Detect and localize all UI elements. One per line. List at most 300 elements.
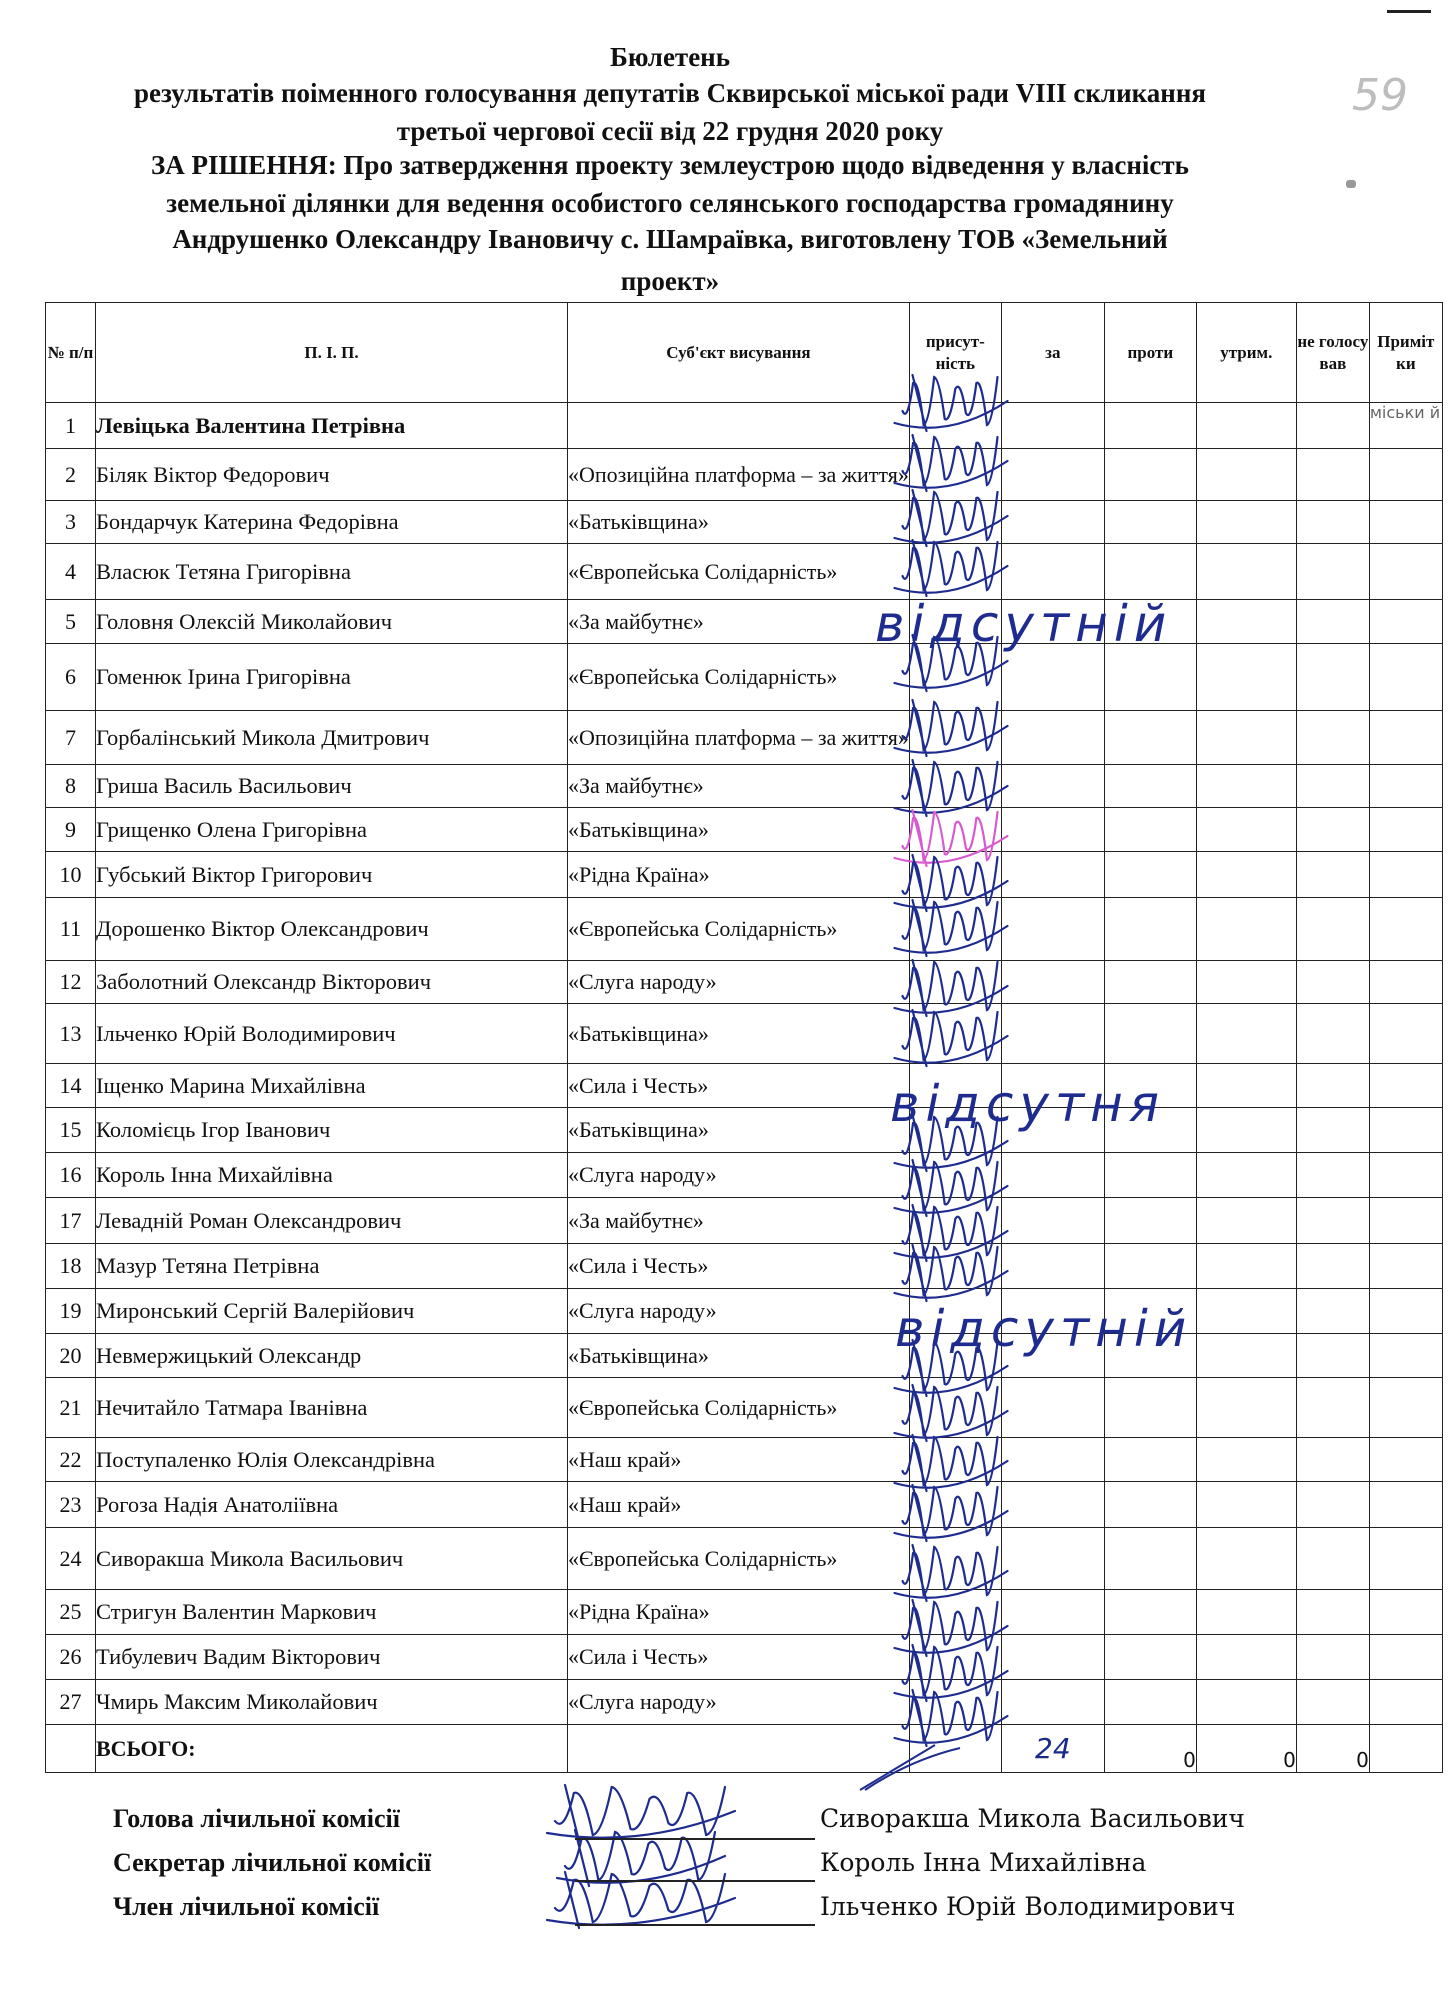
not-voted-cell xyxy=(1296,1198,1369,1244)
nominating-party: «Сила і Честь» xyxy=(568,1244,910,1289)
table-row xyxy=(46,1004,1443,1064)
deputy-name: Іщенко Марина Михайлівна xyxy=(96,1064,568,1108)
totals-not-voted: 0 xyxy=(1296,1725,1369,1773)
not-voted-cell xyxy=(1296,808,1369,852)
commission-secretary-label: Секретар лічильної комісії xyxy=(113,1848,432,1877)
notes-cell xyxy=(1369,765,1442,808)
row-number: 15 xyxy=(46,1108,96,1153)
abstain-cell xyxy=(1196,1153,1296,1198)
abstain-cell xyxy=(1196,449,1296,501)
nominating-party: «Опозиційна платформа – за життя» xyxy=(568,711,910,765)
against-cell xyxy=(1104,1590,1196,1635)
against-cell xyxy=(1104,644,1196,711)
for-cell xyxy=(1001,1680,1104,1725)
deputy-name: Ільченко Юрій Володимирович xyxy=(96,1004,568,1064)
present-cell xyxy=(909,1680,1001,1725)
deputy-name: Власюк Тетяна Григорівна xyxy=(96,544,568,600)
deputy-name: Рогоза Надія Анатоліївна xyxy=(96,1482,568,1528)
not-voted-cell xyxy=(1296,1004,1369,1064)
row-number: 11 xyxy=(46,898,96,961)
deputy-name: Гриша Василь Васильович xyxy=(96,765,568,808)
against-cell xyxy=(1104,1680,1196,1725)
not-voted-cell xyxy=(1296,1108,1369,1153)
present-cell xyxy=(909,1004,1001,1064)
row-number: 24 xyxy=(46,1528,96,1590)
for-cell xyxy=(1001,1004,1104,1064)
absent-mark-row5: відсутній xyxy=(875,595,1173,653)
nominating-party: «Сила і Честь» xyxy=(568,1635,910,1680)
deputy-name: Горбалінський Микола Дмитрович xyxy=(96,711,568,765)
for-cell xyxy=(1001,898,1104,961)
notes-cell xyxy=(1369,644,1442,711)
decision-line-1: ЗА РІШЕННЯ: Про затвердження проекту землеустрою щодо відведення у власність xyxy=(151,150,1189,180)
row-number: 4 xyxy=(46,544,96,600)
against-cell xyxy=(1104,765,1196,808)
nominating-party: «Батьківщина» xyxy=(568,1108,910,1153)
row-number: 22 xyxy=(46,1438,96,1482)
deputy-name: Коломієць Ігор Іванович xyxy=(96,1108,568,1153)
row-number: 18 xyxy=(46,1244,96,1289)
deputy-name: Дорошенко Віктор Олександрович xyxy=(96,898,568,961)
table-row xyxy=(46,403,1443,449)
not-voted-cell xyxy=(1296,1378,1369,1438)
nominating-party: «Батьківщина» xyxy=(568,808,910,852)
totals-for: 24 xyxy=(1001,1725,1104,1773)
for-cell xyxy=(1001,1153,1104,1198)
notes-cell xyxy=(1369,1590,1442,1635)
table-row xyxy=(46,1378,1443,1438)
nominating-party: «Європейська Солідарність» xyxy=(568,1378,910,1438)
present-cell xyxy=(909,544,1001,600)
handwritten-signature xyxy=(547,1785,735,1841)
row-number: 27 xyxy=(46,1680,96,1725)
present-cell xyxy=(909,852,1001,898)
row-number: 20 xyxy=(46,1334,96,1378)
not-voted-cell xyxy=(1296,1334,1369,1378)
table-row xyxy=(46,544,1443,600)
row-number: 12 xyxy=(46,961,96,1004)
absent-mark-row19: відсутній xyxy=(895,1300,1193,1358)
abstain-cell xyxy=(1196,1108,1296,1153)
page-number: 59 xyxy=(1352,70,1408,121)
header-against: проти xyxy=(1104,303,1196,403)
nominating-party: «Наш край» xyxy=(568,1438,910,1482)
against-cell xyxy=(1104,1153,1196,1198)
abstain-cell xyxy=(1196,600,1296,644)
deputy-name: Головня Олексій Миколайович xyxy=(96,600,568,644)
commission-member-label: Член лічильної комісії xyxy=(113,1892,380,1921)
notes-cell xyxy=(1369,898,1442,961)
abstain-cell xyxy=(1196,898,1296,961)
nominating-party: «Слуга народу» xyxy=(568,1153,910,1198)
notes-cell xyxy=(1369,1482,1442,1528)
commission-secretary-name: Король Інна Михайлівна xyxy=(820,1848,1147,1877)
for-cell xyxy=(1001,808,1104,852)
notes-cell xyxy=(1369,1378,1442,1438)
nominating-party: «Слуга народу» xyxy=(568,1289,910,1334)
for-cell xyxy=(1001,449,1104,501)
deputy-name: Миронський Сергій Валерійович xyxy=(96,1289,568,1334)
deputy-name: Невмержицький Олександр xyxy=(96,1334,568,1378)
abstain-cell xyxy=(1196,961,1296,1004)
notes-cell xyxy=(1369,961,1442,1004)
for-cell xyxy=(1001,403,1104,449)
deputy-name: Губський Віктор Григорович xyxy=(96,852,568,898)
for-cell xyxy=(1001,644,1104,711)
against-cell xyxy=(1104,898,1196,961)
header-for: за xyxy=(1001,303,1104,403)
commission-head-name: Сиворакша Микола Васильович xyxy=(820,1804,1245,1833)
deputy-name: Левіцька Валентина Петрівна xyxy=(96,403,568,449)
table-row xyxy=(46,1334,1443,1378)
deputy-name: Бондарчук Катерина Федорівна xyxy=(96,501,568,544)
not-voted-cell xyxy=(1296,1528,1369,1590)
for-cell xyxy=(1001,765,1104,808)
abstain-cell xyxy=(1196,1635,1296,1680)
nominating-party: «Європейська Солідарність» xyxy=(568,644,910,711)
notes-cell xyxy=(1369,1680,1442,1725)
table-row xyxy=(46,1590,1443,1635)
abstain-cell xyxy=(1196,1590,1296,1635)
row-number: 21 xyxy=(46,1378,96,1438)
present-cell xyxy=(909,1198,1001,1244)
abstain-cell xyxy=(1196,1438,1296,1482)
row-number: 19 xyxy=(46,1289,96,1334)
deputy-name: Поступаленко Юлія Олександрівна xyxy=(96,1438,568,1482)
row-number: 9 xyxy=(46,808,96,852)
row-number: 25 xyxy=(46,1590,96,1635)
not-voted-cell xyxy=(1296,644,1369,711)
not-voted-cell xyxy=(1296,449,1369,501)
abstain-cell xyxy=(1196,1378,1296,1438)
table-row xyxy=(46,501,1443,544)
header-num: № п/п xyxy=(46,303,96,403)
table-row xyxy=(46,600,1443,644)
not-voted-cell xyxy=(1296,765,1369,808)
row-number: 14 xyxy=(46,1064,96,1108)
deputy-name: Король Інна Михайлівна xyxy=(96,1153,568,1198)
table-row xyxy=(46,1528,1443,1590)
present-cell xyxy=(909,1590,1001,1635)
abstain-cell xyxy=(1196,403,1296,449)
for-cell xyxy=(1001,1378,1104,1438)
totals-party-cell xyxy=(568,1725,910,1773)
totals-present-cell xyxy=(909,1725,1001,1773)
abstain-cell xyxy=(1196,1064,1296,1108)
nominating-party: «Рідна Країна» xyxy=(568,1590,910,1635)
deputy-name: Левадній Роман Олександрович xyxy=(96,1198,568,1244)
present-cell xyxy=(909,1438,1001,1482)
for-cell xyxy=(1001,1528,1104,1590)
decision-line-4: проект» xyxy=(620,266,720,296)
notes-cell xyxy=(1369,1289,1442,1334)
notes-cell xyxy=(1369,501,1442,544)
corner-scan-mark xyxy=(1387,10,1431,13)
not-voted-cell xyxy=(1296,1635,1369,1680)
not-voted-cell xyxy=(1296,1680,1369,1725)
against-cell xyxy=(1104,501,1196,544)
notes-cell xyxy=(1369,1244,1442,1289)
not-voted-cell xyxy=(1296,600,1369,644)
notes-cell xyxy=(1369,1438,1442,1482)
present-cell xyxy=(909,711,1001,765)
for-cell xyxy=(1001,1438,1104,1482)
table-row xyxy=(46,1108,1443,1153)
not-voted-cell xyxy=(1296,711,1369,765)
table-row xyxy=(46,1244,1443,1289)
against-cell xyxy=(1104,1635,1196,1680)
notes-cell xyxy=(1369,1108,1442,1153)
table-row xyxy=(46,808,1443,852)
not-voted-cell xyxy=(1296,961,1369,1004)
nominating-party: «За майбутнє» xyxy=(568,1198,910,1244)
notes-cell xyxy=(1369,600,1442,644)
absent-mark-row14: відсутня xyxy=(890,1075,1165,1133)
against-cell xyxy=(1104,1004,1196,1064)
nominating-party: «Європейська Солідарність» xyxy=(568,1528,910,1590)
for-cell xyxy=(1001,1590,1104,1635)
notes-cell xyxy=(1369,1153,1442,1198)
not-voted-cell xyxy=(1296,1482,1369,1528)
header-abstain: утрим. xyxy=(1196,303,1296,403)
nominating-party: «Слуга народу» xyxy=(568,961,910,1004)
notes-cell: міськи й xyxy=(1369,403,1442,449)
commission-secretary-line xyxy=(575,1880,815,1882)
against-cell xyxy=(1104,1244,1196,1289)
table-row xyxy=(46,1198,1443,1244)
abstain-cell xyxy=(1196,711,1296,765)
notes-cell xyxy=(1369,449,1442,501)
abstain-cell xyxy=(1196,1289,1296,1334)
present-cell xyxy=(909,644,1001,711)
not-voted-cell xyxy=(1296,1064,1369,1108)
notes-cell xyxy=(1369,1528,1442,1590)
row-number: 6 xyxy=(46,644,96,711)
deputy-name: Чмирь Максим Миколайович xyxy=(96,1680,568,1725)
table-row xyxy=(46,765,1443,808)
table-row xyxy=(46,644,1443,711)
nominating-party: «Рідна Країна» xyxy=(568,852,910,898)
table-row xyxy=(46,1064,1443,1108)
header-notes: Приміт ки xyxy=(1369,303,1442,403)
row-number: 1 xyxy=(46,403,96,449)
for-cell xyxy=(1001,1482,1104,1528)
header-subject: Суб'єкт висування xyxy=(568,303,910,403)
row-number: 23 xyxy=(46,1482,96,1528)
present-cell xyxy=(909,898,1001,961)
table-row xyxy=(46,711,1443,765)
against-cell xyxy=(1104,852,1196,898)
table-body xyxy=(46,403,1443,1725)
abstain-cell xyxy=(1196,1680,1296,1725)
decision-line-2: земельної ділянки для ведення особистого селянського господарства громадянину xyxy=(166,188,1174,218)
nominating-party: «За майбутнє» xyxy=(568,600,910,644)
header-name: П. І. П. xyxy=(96,303,568,403)
against-cell xyxy=(1104,1438,1196,1482)
notes-cell xyxy=(1369,852,1442,898)
doc-subtitle: результатів поіменного голосування депутатів Сквирської міської ради VIII скликання xyxy=(133,78,1207,108)
table-row xyxy=(46,449,1443,501)
present-cell xyxy=(909,449,1001,501)
abstain-cell xyxy=(1196,765,1296,808)
deputy-name: Нечитайло Татмара Іванівна xyxy=(96,1378,568,1438)
not-voted-cell xyxy=(1296,501,1369,544)
decision-line-3: Андрушенко Олександру Івановичу с. Шамраївка, виготовлену ТОВ «Земельний xyxy=(172,224,1168,254)
nominating-party: «За майбутнє» xyxy=(568,765,910,808)
not-voted-cell xyxy=(1296,1244,1369,1289)
scan-speck xyxy=(1346,180,1356,188)
abstain-cell xyxy=(1196,808,1296,852)
commission-head-line xyxy=(575,1838,815,1840)
notes-cell xyxy=(1369,1334,1442,1378)
for-cell xyxy=(1001,961,1104,1004)
commission-member-name: Ільченко Юрій Володимирович xyxy=(820,1892,1236,1921)
deputy-name: Стригун Валентин Маркович xyxy=(96,1590,568,1635)
deputy-name: Тибулевич Вадим Вікторович xyxy=(96,1635,568,1680)
deputy-name: Гоменюк Ірина Григорівна xyxy=(96,644,568,711)
not-voted-cell xyxy=(1296,544,1369,600)
abstain-cell xyxy=(1196,1482,1296,1528)
nominating-party: «Європейська Солідарність» xyxy=(568,544,910,600)
abstain-cell xyxy=(1196,852,1296,898)
present-cell xyxy=(909,403,1001,449)
against-cell xyxy=(1104,403,1196,449)
not-voted-cell xyxy=(1296,1590,1369,1635)
against-cell xyxy=(1104,711,1196,765)
table-header-row xyxy=(46,303,1443,403)
nominating-party: «Наш край» xyxy=(568,1482,910,1528)
present-cell xyxy=(909,765,1001,808)
for-cell xyxy=(1001,852,1104,898)
not-voted-cell xyxy=(1296,898,1369,961)
abstain-cell xyxy=(1196,501,1296,544)
row-number: 13 xyxy=(46,1004,96,1064)
totals-against: 0 xyxy=(1104,1725,1196,1773)
present-cell xyxy=(909,1153,1001,1198)
row-number: 8 xyxy=(46,765,96,808)
row-number: 10 xyxy=(46,852,96,898)
notes-cell xyxy=(1369,808,1442,852)
for-cell xyxy=(1001,501,1104,544)
table-row xyxy=(46,1635,1443,1680)
row-number: 5 xyxy=(46,600,96,644)
for-cell xyxy=(1001,1635,1104,1680)
deputy-name: Біляк Віктор Федорович xyxy=(96,449,568,501)
not-voted-cell xyxy=(1296,403,1369,449)
row-number: 2 xyxy=(46,449,96,501)
nominating-party: «Європейська Солідарність» xyxy=(568,898,910,961)
against-cell xyxy=(1104,961,1196,1004)
against-cell xyxy=(1104,1378,1196,1438)
row-number: 3 xyxy=(46,501,96,544)
abstain-cell xyxy=(1196,644,1296,711)
against-cell xyxy=(1104,1482,1196,1528)
against-cell xyxy=(1104,808,1196,852)
not-voted-cell xyxy=(1296,1153,1369,1198)
session-date: третьої чергової сесії від 22 грудня 2020 року xyxy=(396,116,944,146)
table-row xyxy=(46,1153,1443,1198)
not-voted-cell xyxy=(1296,1438,1369,1482)
totals-label: ВСЬОГО: xyxy=(96,1725,568,1773)
deputy-name: Сиворакша Микола Васильович xyxy=(96,1528,568,1590)
table-row xyxy=(46,898,1443,961)
nominating-party: «Сила і Честь» xyxy=(568,1064,910,1108)
row-number: 16 xyxy=(46,1153,96,1198)
header-not-voted: не голосу вав xyxy=(1296,303,1369,403)
abstain-cell xyxy=(1196,544,1296,600)
table-row xyxy=(46,852,1443,898)
nominating-party: «Батьківщина» xyxy=(568,501,910,544)
abstain-cell xyxy=(1196,1004,1296,1064)
present-cell xyxy=(909,961,1001,1004)
header-present: присут-ність xyxy=(909,303,1001,403)
present-cell xyxy=(909,808,1001,852)
totals-num-cell xyxy=(46,1725,96,1773)
notes-cell xyxy=(1369,711,1442,765)
totals-row xyxy=(46,1725,1443,1773)
table-row xyxy=(46,1438,1443,1482)
row-number: 17 xyxy=(46,1198,96,1244)
for-cell xyxy=(1001,1244,1104,1289)
for-cell xyxy=(1001,544,1104,600)
against-cell xyxy=(1104,449,1196,501)
not-voted-cell xyxy=(1296,1289,1369,1334)
abstain-cell xyxy=(1196,1198,1296,1244)
deputy-name: Мазур Тетяна Петрівна xyxy=(96,1244,568,1289)
notes-cell xyxy=(1369,1635,1442,1680)
commission-member-line xyxy=(575,1924,815,1926)
table-row xyxy=(46,961,1443,1004)
nominating-party: «Слуга народу» xyxy=(568,1680,910,1725)
table-row xyxy=(46,1680,1443,1725)
table-row xyxy=(46,1289,1443,1334)
present-cell xyxy=(909,1378,1001,1438)
row-number: 7 xyxy=(46,711,96,765)
row-number: 26 xyxy=(46,1635,96,1680)
notes-cell xyxy=(1369,544,1442,600)
totals-abstain: 0 xyxy=(1196,1725,1296,1773)
notes-cell xyxy=(1369,1064,1442,1108)
against-cell xyxy=(1104,1528,1196,1590)
abstain-cell xyxy=(1196,1244,1296,1289)
present-cell xyxy=(909,1244,1001,1289)
nominating-party: «Батьківщина» xyxy=(568,1334,910,1378)
abstain-cell xyxy=(1196,1528,1296,1590)
notes-cell xyxy=(1369,1004,1442,1064)
nominating-party: «Батьківщина» xyxy=(568,1004,910,1064)
present-cell xyxy=(909,1528,1001,1590)
deputy-name: Грищенко Олена Григорівна xyxy=(96,808,568,852)
present-cell xyxy=(909,501,1001,544)
for-cell xyxy=(1001,711,1104,765)
against-cell xyxy=(1104,544,1196,600)
doc-title: Бюлетень xyxy=(609,42,731,72)
commission-head-label: Голова лічильної комісії xyxy=(113,1804,400,1833)
against-cell xyxy=(1104,1198,1196,1244)
not-voted-cell xyxy=(1296,852,1369,898)
nominating-party xyxy=(568,403,910,449)
voting-table xyxy=(45,302,1443,1773)
present-cell xyxy=(909,1635,1001,1680)
for-cell xyxy=(1001,1198,1104,1244)
totals-notes-cell xyxy=(1369,1725,1442,1773)
table-row xyxy=(46,1482,1443,1528)
deputy-name: Заболотний Олександр Вікторович xyxy=(96,961,568,1004)
present-cell xyxy=(909,1482,1001,1528)
abstain-cell xyxy=(1196,1334,1296,1378)
nominating-party: «Опозиційна платформа – за життя» xyxy=(568,449,910,501)
notes-cell xyxy=(1369,1198,1442,1244)
